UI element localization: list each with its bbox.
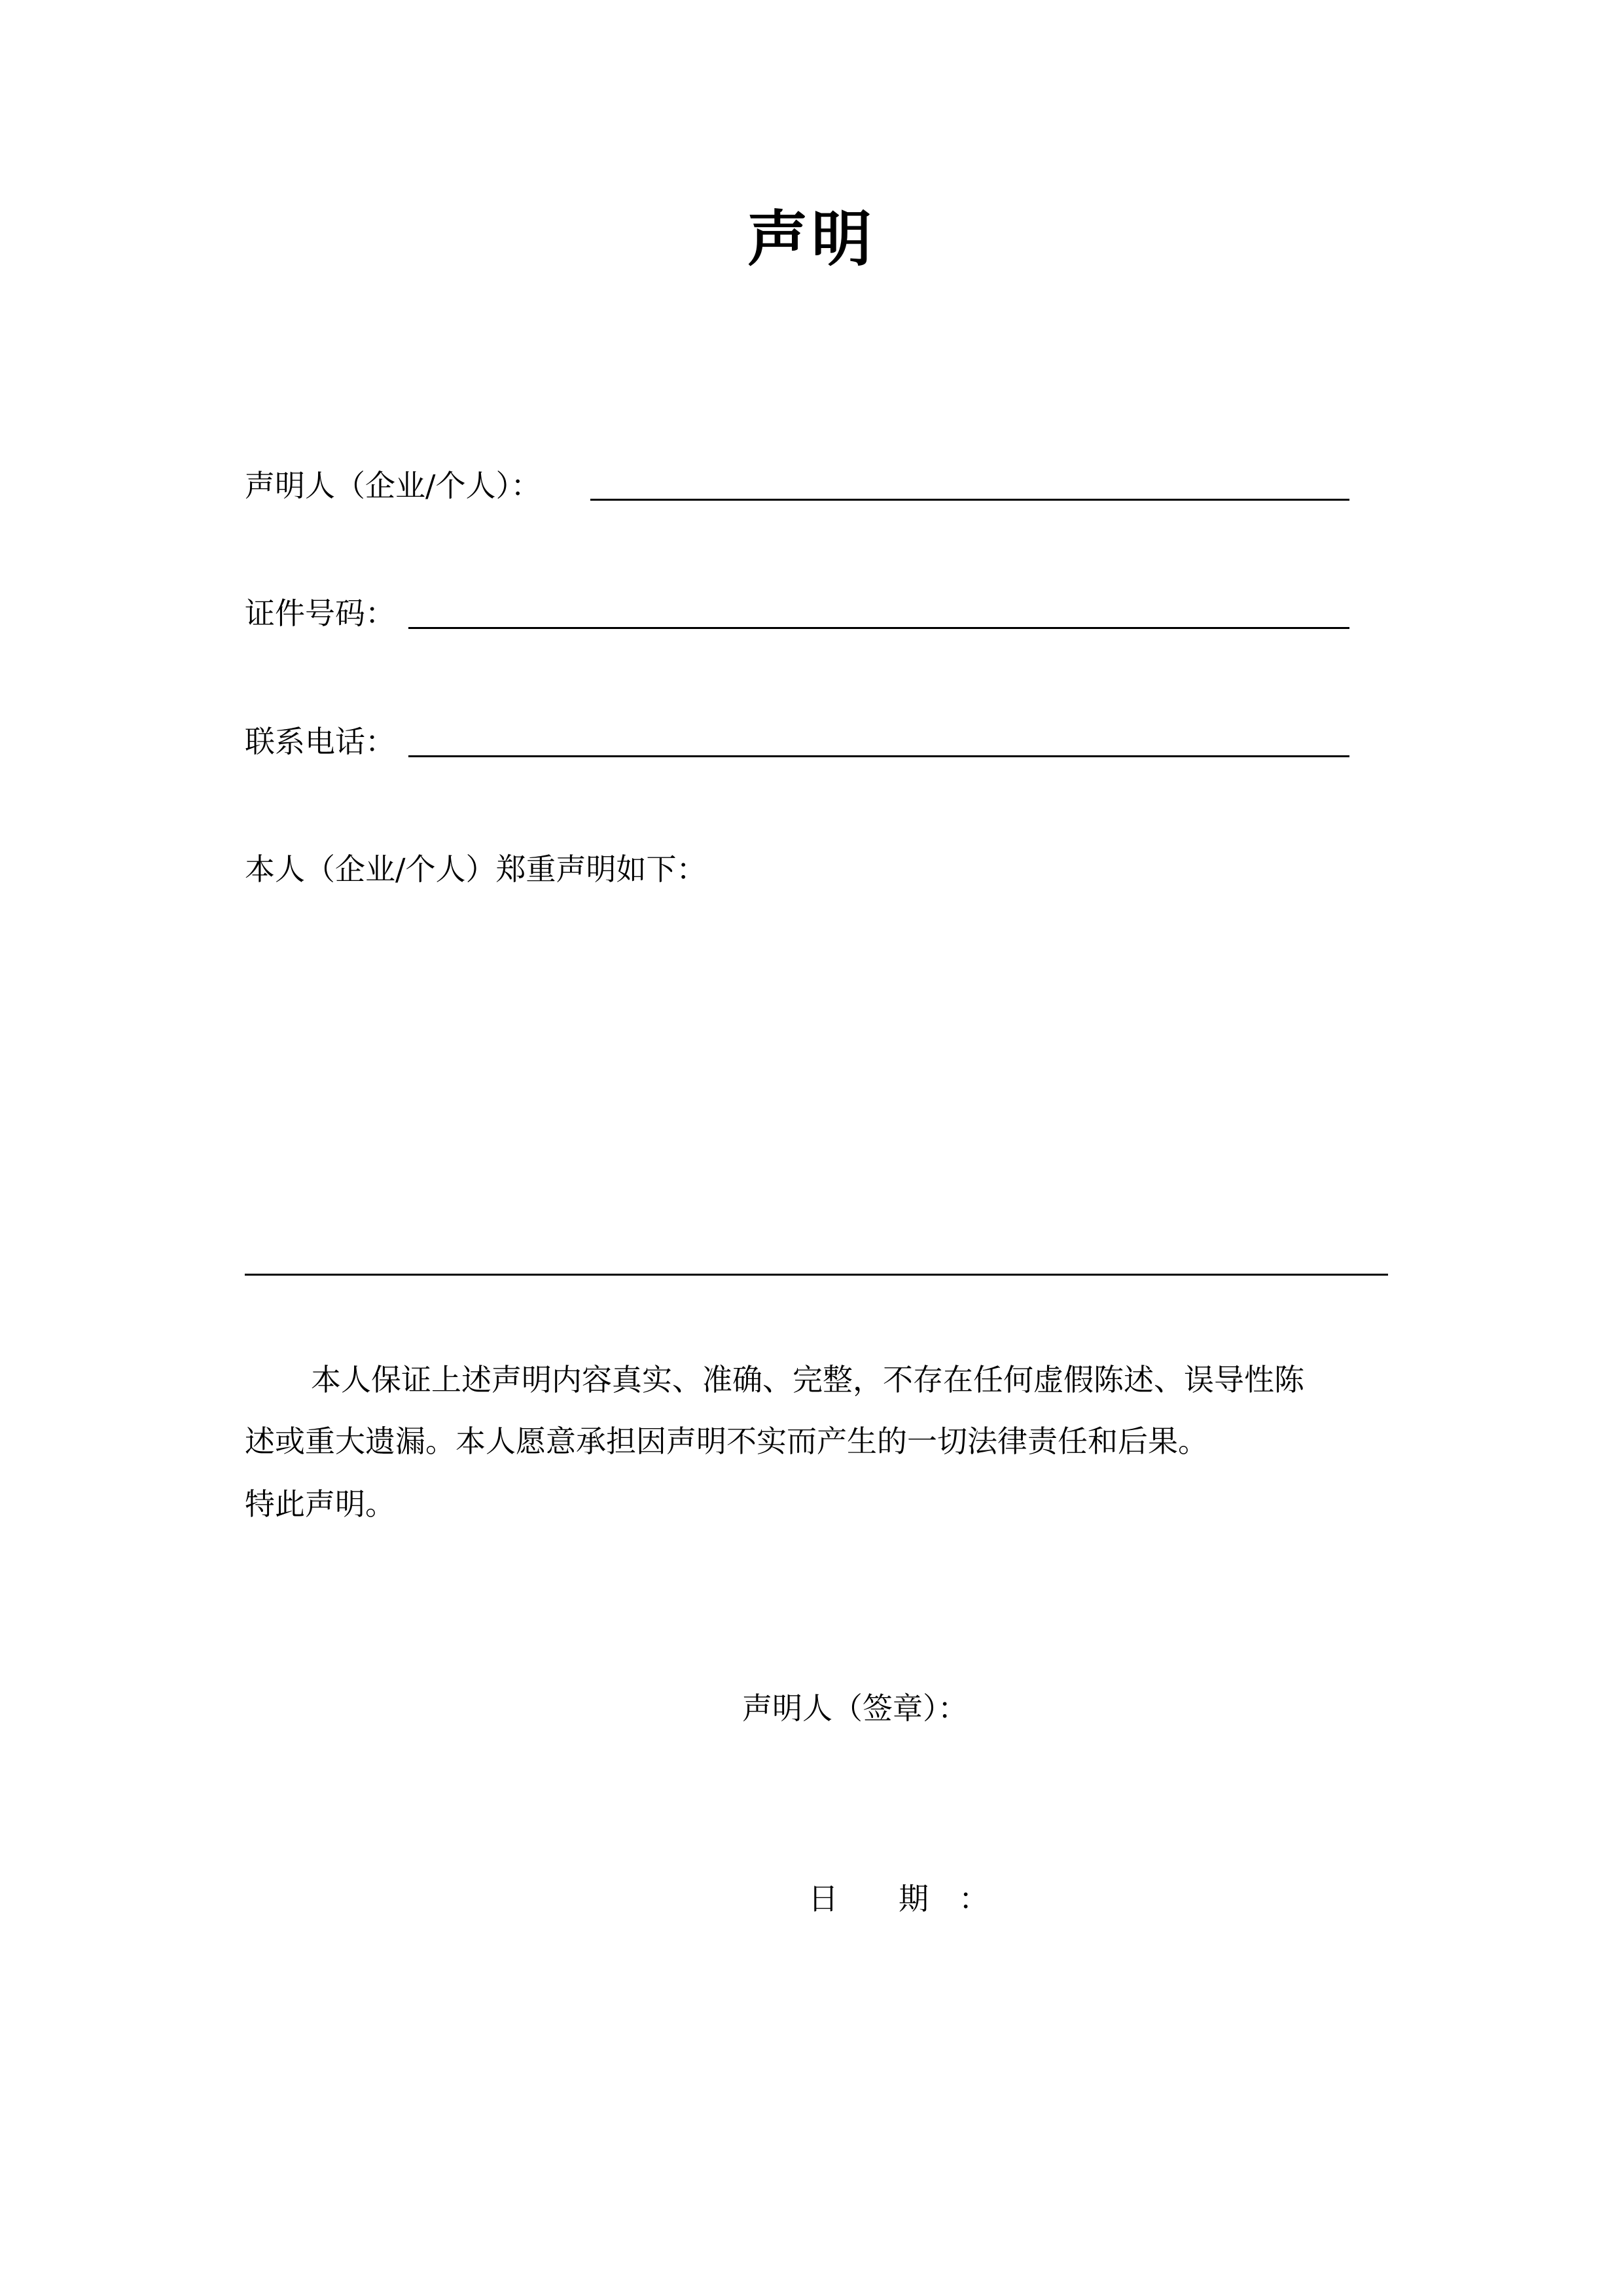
statement-divider <box>245 1274 1388 1276</box>
id-number-label: 证件号码： <box>245 596 395 631</box>
date-label: 日 期 ： <box>808 1881 989 1916</box>
document-title: 声明 <box>747 204 876 274</box>
signature-label: 声明人（签章）： <box>742 1691 968 1726</box>
statement-content-area[interactable] <box>245 897 1388 1263</box>
date-area[interactable] <box>995 1873 1361 1925</box>
pledge-line-1: 本人保证上述声明内容真实、准确、完整，不存在任何虚假陈述、误导性陈 <box>311 1362 1304 1397</box>
pledge-line-3: 特此声明。 <box>245 1486 395 1522</box>
signature-area[interactable] <box>995 1682 1361 1734</box>
declarant-label: 声明人（企业/个人）： <box>245 468 541 503</box>
id-number-field[interactable] <box>408 627 1349 629</box>
pledge-line-2: 述或重大遗漏。本人愿意承担因声明不实而产生的一切法律责任和后果。 <box>245 1424 1208 1459</box>
phone-label: 联系电话： <box>245 724 395 759</box>
phone-field[interactable] <box>408 755 1349 757</box>
statement-intro: 本人（企业/个人）郑重声明如下： <box>245 852 707 887</box>
declarant-field[interactable] <box>590 499 1349 501</box>
